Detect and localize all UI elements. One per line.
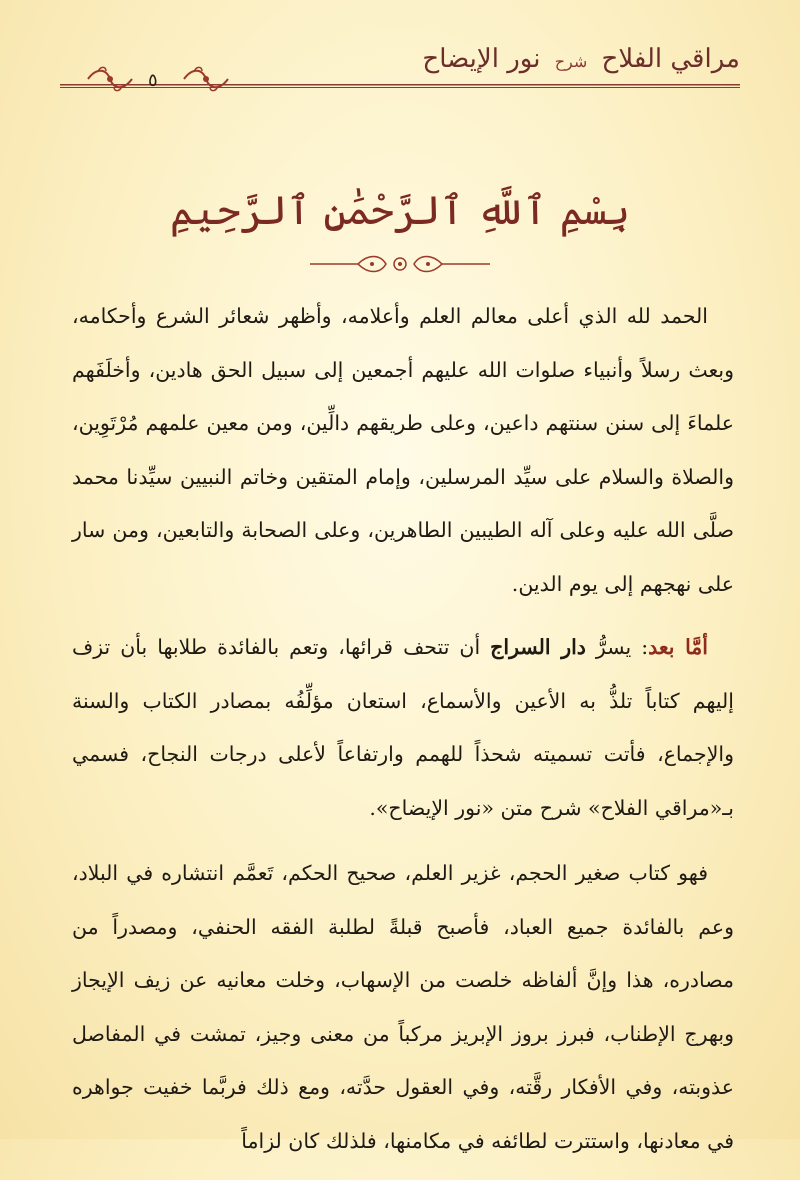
page-header (0, 0, 800, 110)
basmala: بِسْمِ ٱللَّهِ ٱلرَّحْمَٰنِ ٱلرَّحِيمِ (169, 188, 631, 234)
paragraph-publisher (72, 621, 734, 835)
running-title-mid: شرح (554, 52, 588, 71)
left-flourish-icon (84, 62, 136, 96)
header-ornament-rule (60, 84, 740, 90)
paragraph-publisher-part-b: أن تتحف قرائها، وتعم بالفائدة طلابها بأن تزف إليهم كتاباً تلذُّ به الأعين والأسماع، استعان مؤلِّفُه بمصادر الكتاب والسنة والإجماع، فأتت تسميته شحذاً للهمم وارتفاعاً لأعلى درجات النجاح، فسمي بـ«مراقي الفلاح» شرح متن «نور الإيضاح». (72, 635, 734, 820)
running-title (422, 44, 740, 74)
body-text (72, 290, 734, 1180)
paragraph-intro: الحمد لله الذي أعلى معالم العلم وأعلامه، وأظهر شعائر الشرع وأحكامه، وبعث رسلاً وأنبياء صلوات الله عليهم أجمعين إلى سبيل الحق هادين، وأخلَفَهم علماءَ إلى سنن سنتهم داعين، وعلى طريقهم دالِّين، ومن معين علمهم مُرْتَوِين، والصلاة والسلام على سيِّد المرسلين، وإمام المتقين وخاتم النبيين سيِّدنا محمد صلَّى الله عليه وعلى آله الطيبين الطاهرين، وعلى الصحابة والتابعين، ومن سار على نهجهم إلى يوم الدين. (72, 304, 734, 596)
paragraph-publisher-part-a: : يسرُّ (585, 635, 649, 659)
page-number: ٥ (148, 70, 158, 91)
running-title-end: نور الإيضاح (422, 44, 541, 74)
right-flourish-icon (180, 62, 232, 96)
publisher-name: دار السراج (490, 635, 586, 659)
basmala-ornament-icon (310, 252, 490, 276)
paragraph-description: فهو كتاب صغير الحجم، غزير العلم، صحيح الحكم، تَعمَّم انتشاره في البلاد، وعم بالفائدة جميع العباد، فأصبح قبلةً لطلبة الفقه الحنفي، ومصدراً من مصادره، هذا وإنَّ ألفاظه خلصت من الإسهاب، وخلت معانيه عن زيف الإيجاز وبهرج الإطناب، فبرز بروز الإبريز مركباً من معنى وجيز، تمشت في المفاصل عذوبته، وفي الأفكار رقَّته، وفي العقول حدَّته، ومع ذلك فربَّما خفيت جواهره في معادنها، واستترت لطائفه في مكامنها، فلذلك كان لزاماً (72, 861, 734, 1153)
lead-phrase: أمَّا بعد (648, 635, 708, 659)
running-title-main: مراقي الفلاح (601, 44, 740, 74)
